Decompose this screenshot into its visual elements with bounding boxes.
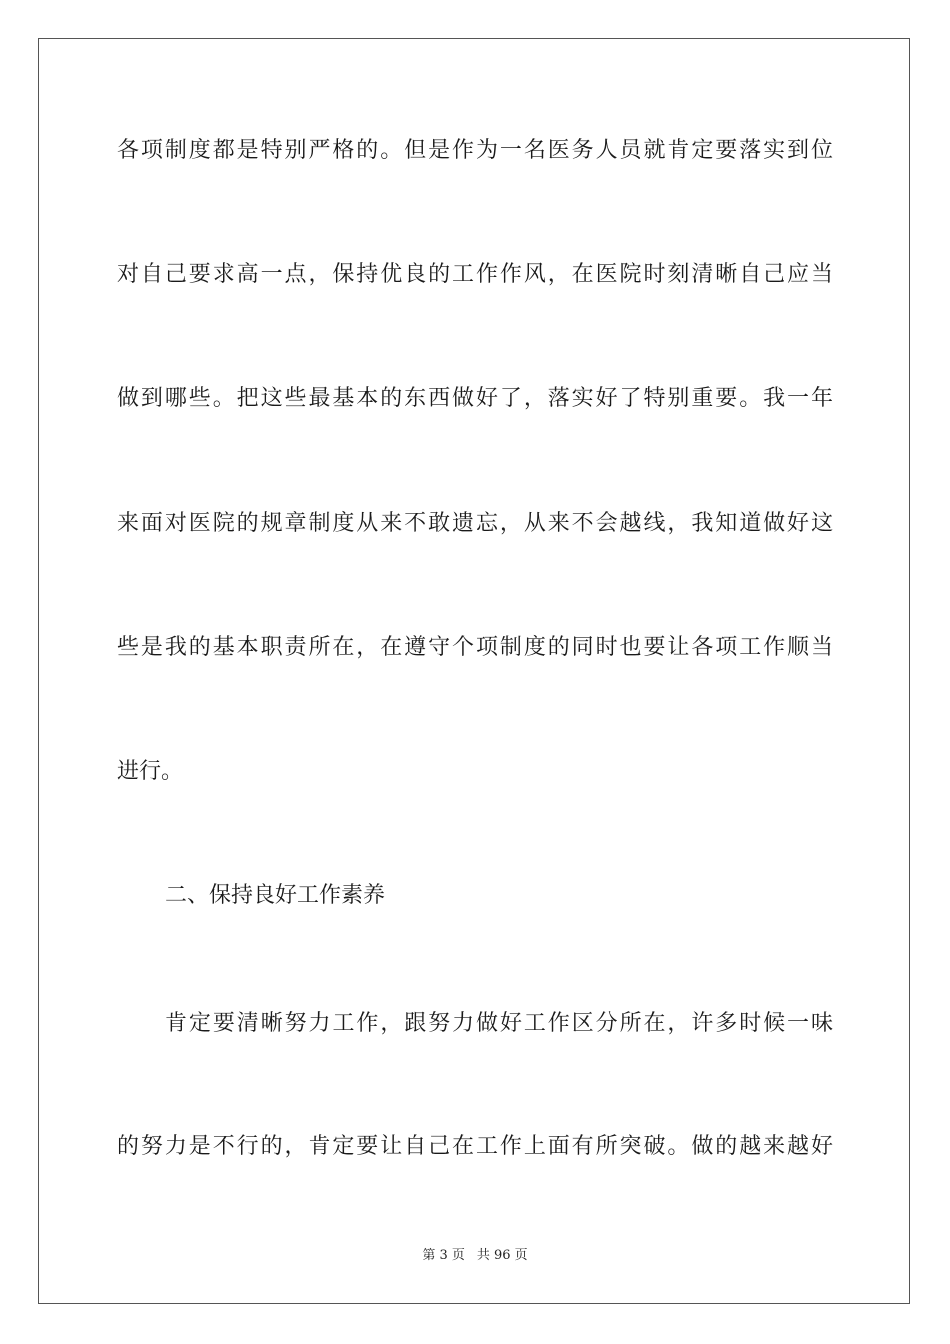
section-heading: 二、保持良好工作素养 bbox=[165, 883, 386, 908]
body-text-line: 进行。 bbox=[117, 759, 184, 784]
body-text-line: 的努力是不行的，肯定要让自己在工作上面有所突破。做的越来越好 bbox=[117, 1134, 833, 1159]
page-footer bbox=[0, 1247, 950, 1265]
body-text-line: 来面对医院的规章制度从来不敢遗忘，从来不会越线，我知道做好这 bbox=[117, 511, 833, 536]
body-text-line: 对自己要求高一点，保持优良的工作作风，在医院时刻清晰自己应当 bbox=[117, 262, 833, 287]
page-border bbox=[38, 38, 910, 1304]
body-text-line: 些是我的基本职责所在，在遵守个项制度的同时也要让各项工作顺当 bbox=[117, 635, 833, 660]
body-text-line: 做到哪些。把这些最基本的东西做好了，落实好了特别重要。我一年 bbox=[117, 386, 833, 411]
body-text-line: 肯定要清晰努力工作，跟努力做好工作区分所在，许多时候一味 bbox=[165, 1011, 833, 1036]
page-total-label: 共 96 页 bbox=[476, 1248, 528, 1263]
body-text-line: 各项制度都是特别严格的。但是作为一名医务人员就肯定要落实到位 bbox=[117, 138, 833, 163]
page-number-label: 第 3 页 bbox=[422, 1248, 465, 1263]
